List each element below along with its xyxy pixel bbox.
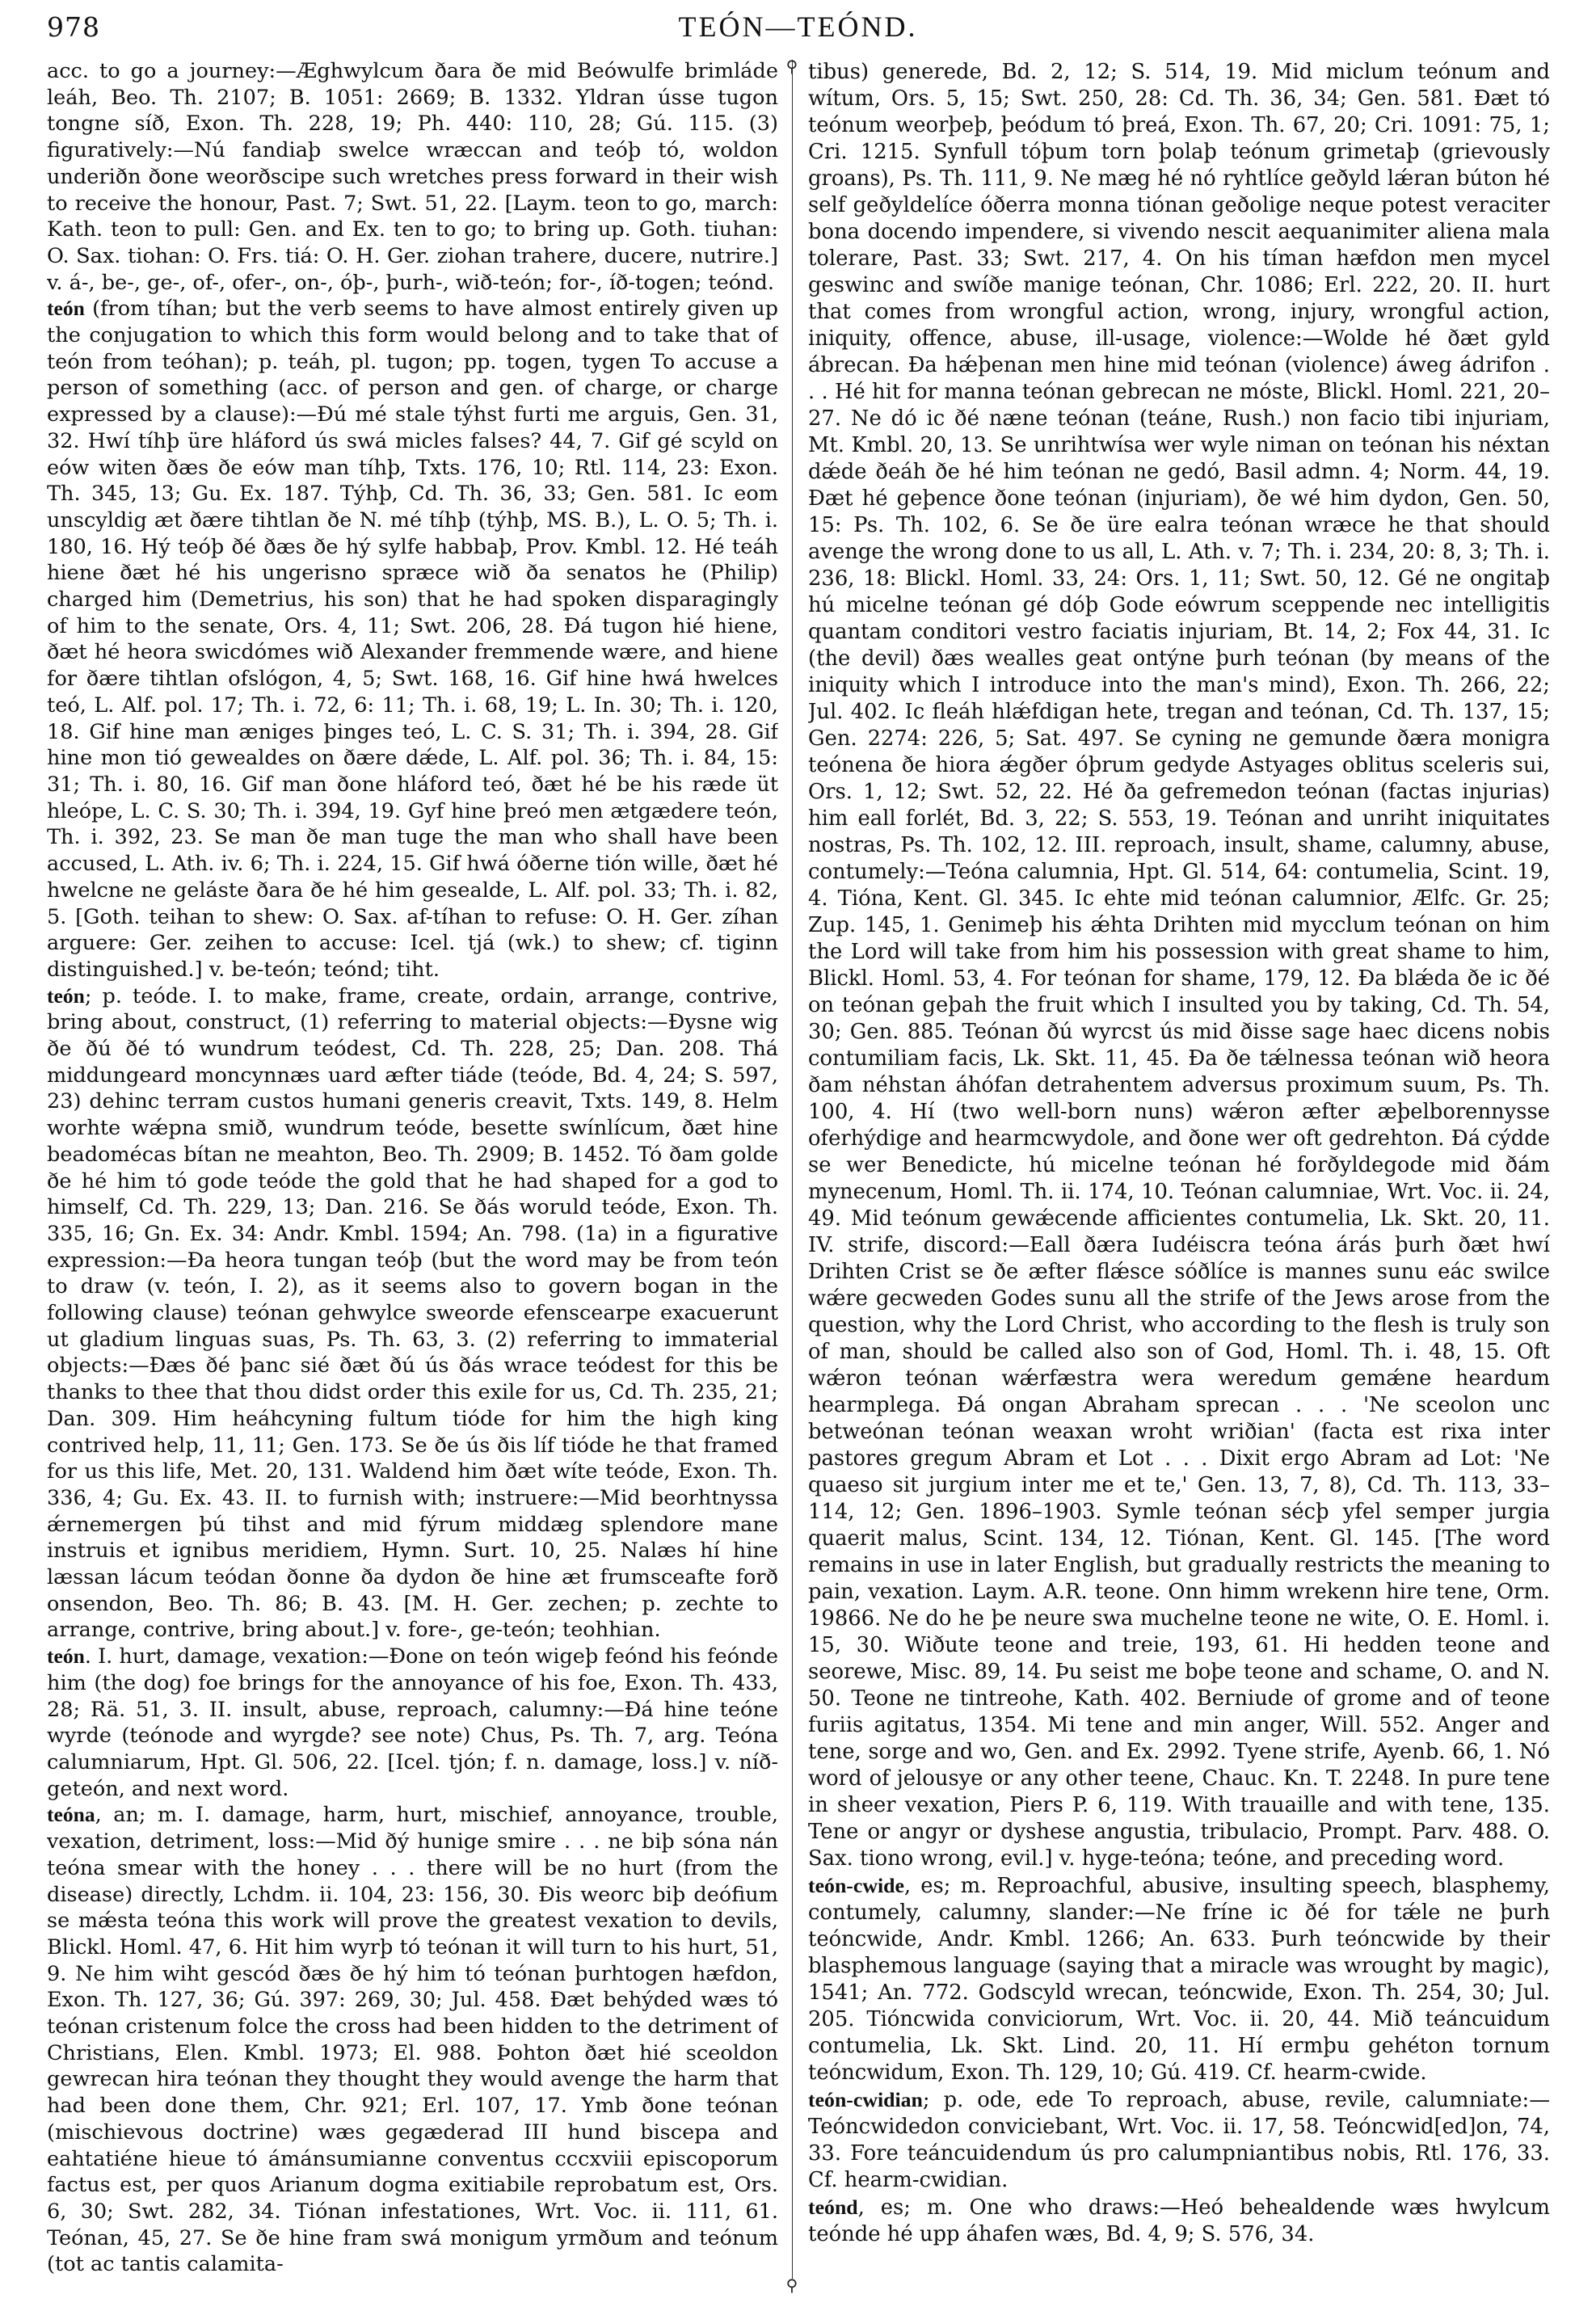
entry-headword: teón — [47, 297, 85, 321]
entry-text: tibus) generede, Bd. 2, 12; S. 514, 19. Mid miclum teónum and wítum, Ors. 5, 15; Swt. 250, 28: Cd. Th. 36, 34; Gen. 581. Ðæt tó teónum weorþeþ, þeódum tó þreá, Exon. Th. 67, 20; Cri. 1091: 75, 1; Cri. 1215. Synfull tóþum torn þolaþ teónum grimetaþ (grievously groans), Ps. Th. 111, 9. Ne mæg hé nó ryhtlíce geðyld lǽran búton hé self geðyldelíce óðerra monna tiónan geðolige neque potest veraciter bona docendo impendere, si vivendo nescit aequanimiter aliena mala tolerare, Past. 33; Swt. 217, 4. On his tíman hæfdon men mycel geswinc and swíðe manige teónan, Chr. 1086; Erl. 222, 20. II. hurt that comes from wrongful action, wrong, injury, wrongful action, iniquity, offence, abuse, ill-usage, violence:—Wolde hé ðæt gyld ábrecan. Ða hǽþenan men hine mid teónan (violence) áweg ádrifon . . . Hé hit for manna teónan gebrecan ne móste, Blickl. Homl. 221, 20–27. Ne dó ic ðé næne teónan (teáne, Rush.) non facio tibi injuriam, Mt. Kmbl. 20, 13. Se unrihtwísa wer wyle niman on teónan his néxtan dǽde ðeáh ðe hé him teónan ne gedó, Basil admn. 4; Norm. 44, 19. Ðæt hé geþence ðone teónan (injuriam), ðe wé him dydon, Gen. 50, 15: Ps. Th. 102, 6. Se ðe üre ealra teónan wræce he that should avenge the wrong done to us all, L. Ath. v. 7; Th. i. 234, 20: 8, 3; Th. i. 236, 18: Blickl. Homl. 33, 24: Ors. 1, 11; Swt. 50, 12. Gé ne ongitaþ hú micelne teónan gé dóþ Gode eówrum sceppende nec intelligitis quantam conditori vestro faciatis injuriam, Bt. 14, 2; Fox 44, 31. Ic (the devil) ðæs wealles geat ontýne þurh teónan (by means of the iniquity which I introduce into the man's mind), Exon. Th. 266, 22; Jul. 402. Ic fleáh hlǽfdigan hete, tregan and teónan, Cd. Th. 137, 15; Gen. 2274: 226, 5; Sat. 497. Se cyning ne gemunde ðæra monigra teónena ðe hiora ǽgðer óþrum gedyde Astyages oblitus sceleris sui, Ors. 1, 12; Swt. 52, 22. Hé ða gefremedon teónan (factas injurias) him eall forlét, Bd. 3, 22; S. 553, 19. Teónan and unriht iniquitates nostras, Ps. Th. 102, 12. III. reproach, insult, shame, calumny, abuse, contumely:—Teóna calumnia, Hpt. Gl. 514, 64: contumelia, Scint. 19, 4. Tióna, Kent. Gl. 345. Ic ehte mid teónan calumnior, Ælfc. Gr. 25; Zup. 145, 1. Genimeþ his ǽhta Drihten mid mycclum teónan on him the Lord will take from him his possession with great shame to him, Blickl. Homl. 53, 4. For teónan for shame, 179, 12. Ða blǽda ðe ic ðé on teónan geþah the fruit which I insulted you by taking, Cd. Th. 54, 30; Gen. 885. Teónan ðú wyrcst ús mid ðisse sage haec dicens nobis contumiliam facis, Lk. Skt. 11, 45. Ða ðe tǽlnessa teónan wið heora ðam néhstan áhófan detrahentem adversus proximum suum, Ps. Th. 100, 4. Hí (two well-born nuns) wǽron æfter æþelborennysse oferhýdige and hearmcwydole, and ðone wer oft gedrehton. Ðá cýdde se wer Benedicte, hú micelne teónan hé forðyldegode mid ðám mynecenum, Homl. Th. ii. 174, 10. Teónan calumniae, Wrt. Voc. ii. 24, 49. Mid teónum gewǽcende afficientes contumelia, Lk. Skt. 20, 11. IV. strife, discord:—Eall ðæra Iudéiscra teóna árás þurh ðæt hwí Drihten Crist se ðe æfter flǽsce sóðlíce is mannes sunu eác swilce wǽre gecweden Godes sunu all the strife of the Jews arose from the question, why the Lord Christ, who according to the flesh is truly son of man, should be called also son of God, Homl. Th. i. 48, 15. Oft wǽron teónan wǽrfæstra wera weredum gemǽne heardum hearmplega. Ðá ongan Abraham sprecan . . . 'Ne sceolon unc betweónan teónan weaxan wroht wriðian' (facta est rixa inter pastores gregum Abram et Lot . . . Dixit ergo Abram ad Lot: 'Ne quaeso sit jurgium inter me et te,' Gen. 13, 7, 8), Cd. Th. 113, 33–114, 12; Gen. 1896–1903. Symle teónan sécþ yfel semper jurgia quaerit malus, Scint. 134, 12. Tiónan, Kent. Gl. 145. [The word remains in use in later English, but gradually restricts the meaning to pain, vexation. Laym. A.R. teone. Onn himm wrekenn hire tene, Orm. 19866. Ne do he þe neure swa muchelne teone ne wite, O. E. Homl. i. 15, 30. Wiðute teone and treie, 193, 61. Hi hedden teone and seorewe, Misc. 89, 14. Þu seist me boþe teone and schame, O. and N. 50. Teone ne tintreohe, Kath. 402. Berniude of grome and of teone furiis agitatus, 1354. Mi tene and min anger, Will. 552. Anger and tene, sorge and wo, Gen. and Ex. 2992. Tyene strife, Ayenb. 66, 1. Nó word of jelousye or any other teene, Chauc. Kn. T. 2248. In pure tene in sheer vexation, Piers P. 6, 119. With trauaille and with tene, 135. Tene or angyr or dyshese angustia, tribulacio, Prompt. Parv. 488. O. Sax. tiono wrong, evil.] v. hyge-teóna; teóne, and preceding word. — [808, 60, 1550, 1871]
entry-headword: teónd — [808, 2195, 858, 2219]
dictionary-entry — [47, 1644, 778, 1802]
entry-text: (from tíhan; but the verb seems to have almost entirely given up the conjugation to which this form would belong and to take that of teón from teóhan); p. teáh, pl. tugon; pp. togen, tygen To accuse a person of something (acc. of person and gen. of charge, or charge expressed by a clause):—Ðú mé stale týhst furti me arguis, Gen. 31, 32. Hwí tíhþ üre hláford ús swá micles falses? 44, 7. Gif gé scyld on eów witen ðæs ðe eów man tíhþ, Txts. 176, 10; Rtl. 114, 23: Exon. Th. 345, 13; Gu. Ex. 187. Týhþ, Cd. Th. 36, 33; Gen. 581. Ic eom unscyldig æt ðære tihtlan ðe N. mé tíhþ (týhþ, MS. B.), L. O. 5; Th. i. 180, 16. Hý teóþ ðé ðæs ðe hý sylfe habbaþ, Prov. Kmbl. 12. Hé teáh hiene ðæt hé his ungerisno spræce wið ða senatos he (Philip) charged him (Demetrius, his son) that he had spoken disparagingly of him to the senate, Ors. 4, 11; Swt. 206, 28. Ðá tugon hié hiene, ðæt hé heora swicdómes wið Alexander fremmende wære, and hiene for ðære tihtlan ofslógon, 4, 5; Swt. 168, 16. Gif hine hwá hwelces teó, L. Alf. pol. 17; Th. i. 72, 6: 11; Th. i. 68, 19; L. In. 30; Th. i. 120, 18. Gif hine man æniges þinges teó, L. C. S. 31; Th. i. 394, 28. Gif hine mon tió gewealdes on ðære dǽde, L. Alf. pol. 36; Th. i. 84, 15: 31; Th. i. 80, 16. Gif man ðone hláford teó, ðæt hé be his ræde üt hleópe, L. C. S. 30; Th. i. 394, 19. Gyf hine þreó men ætgædere teón, Th. i. 392, 23. Se man ðe man tuge the man who shall have been accused, L. Ath. iv. 6; Th. i. 224, 15. Gif hwá óðerne tión wille, ðæt hé hwelcne ne geláste ðara ðe hé him gesealde, L. Alf. pol. 33; Th. i. 82, 5. [Goth. teihan to shew: O. Sax. af-tíhan to refuse: O. H. Ger. zíhan arguere: Ger. zeihen to accuse: Icel. tjá (wk.) to shew; cf. tiginn distinguished.] v. be-teón; teónd; tiht. — [47, 297, 778, 982]
entry-text: , es; m. Reproachful, abusive, insulting speech, blasphemy, contumely, calumny, slander:—Ne fríne ic ðé for tǽle ne þurh teóncwide, Andr. Kmbl. 1266; An. 633. Þurh teóncwide by their blasphemous language (saying that a miracle was wrought by magic), 1541; An. 772. Godscyld wrecan, teóncwide, Exon. Th. 254, 30; Jul. 205. Tióncwida conviciorum, Wrt. Voc. ii. 20, 44. Mið teáncuidum contumelia, Lk. Skt. Lind. 20, 11. Hí ermþu gehéton tornum teóncwidum, Exon. Th. 129, 10; Gú. 419. Cf. hearm-cwide. — [808, 1874, 1550, 2085]
page-header — [0, 0, 1596, 57]
page-number: 978 — [47, 11, 100, 43]
entry-text: ; p. ode, ede To reproach, abuse, revile, calumniate:—Teóncwidedon conviciebant, Wrt. Voc. ii. 17, 58. Teóncwid[ed]on, 74, 33. Fore teáncuidendum ús pro calumpniantibus nobis, Rtl. 176, 33. Cf. hearm-cwidian. — [808, 2088, 1550, 2192]
gutter-ornament-top: ⚲ — [785, 57, 798, 76]
dictionary-entry — [808, 2086, 1550, 2194]
entry-headword: teóna — [47, 1803, 95, 1827]
dictionary-entry — [47, 983, 778, 1644]
dictionary-entry — [808, 2194, 1550, 2248]
dictionary-entry — [808, 58, 1550, 1872]
dictionary-entry — [47, 296, 778, 983]
running-head: TEÓN—TEÓND. — [678, 11, 918, 43]
entry-headword: teón — [47, 983, 85, 1008]
gutter-ornament-bottom: ⚲ — [785, 2275, 798, 2295]
dictionary-entry — [47, 1802, 778, 2278]
entry-headword: teón-cwide — [808, 1874, 904, 1897]
entry-text: , es; m. One who draws:—Heó behealdende wæs hwylcum teónde hé upp áhafen wæs, Bd. 4, 9; S. 576, 34. — [808, 2195, 1550, 2246]
entry-headword: teón — [47, 1644, 85, 1669]
dictionary-entry — [47, 58, 778, 296]
entry-text: , an; m. I. damage, harm, hurt, mischief, annoyance, trouble, vexation, detriment, loss:—Mid ðý hunige smire . . . ne biþ sóna nán teóna smear with the honey . . . there will be no hurt (from the disease) directly, Lchdm. ii. 104, 23: 156, 30. Ðis weorc biþ deófium se mǽsta teóna this work will prove the greatest vexation to devils, Blickl. Homl. 47, 6. Hit him wyrþ tó teónan it will turn to his hurt, 51, 9. Ne him wiht gescód ðæs ðe hý him tó teónan þurhtogen hæfdon, Exon. Th. 127, 36; Gú. 397: 269, 30; Jul. 458. Ðæt behýded wæs tó teónan cristenum folce the cross had been hidden to the detriment of Christians, Elen. Kmbl. 1973; El. 988. Þohton ðæt hié sceoldon gewrecan hira teónan they thought they would avenge the harm that had been done them, Chr. 921; Erl. 107, 17. Ymb ðone teónan (mischievous doctrine) wæs gegæderad III hund biscepa and eahtatiéne hieue tó ámánsumianne conventus cccxviii episcoporum factus est, per quos Arianum dogma exitiabile reprobatum est, Ors. 6, 30; Swt. 282, 34. Tiónan infestationes, Wrt. Voc. ii. 111, 61. Teónan, 45, 27. Se ðe hine fram swá monigum yrmðum and teónum (tot ac tantis calamita- — [47, 1803, 778, 2277]
entry-text: acc. to go a journey:—Æghwylcum ðara ðe mid Beówulfe brimláde leáh, Beo. Th. 2107; B. 1051: 2669; B. 1332. Yldran ússe tugon tongne síð, Exon. Th. 228, 19; Ph. 440: 110, 28; Gú. 115. (3) figuratively:—Nú fandiaþ swelce wræccan and teóþ tó, woldon underiðn ðone weorðscipe such wretches press forward in their wish to receive the honour, Past. 7; Swt. 51, 22. [Laym. teon to go, march: Kath. teon to pull: Gen. and Ex. ten to go; to bring up. Goth. tiuhan: O. Sax. tiohan: O. Frs. tiá: O. H. Ger. ziohan trahere, ducere, nutrire.] v. á-, be-, ge-, of-, ofer-, on-, óþ-, þurh-, wið-teón; for-, íð-togen; teónd. — [47, 59, 778, 295]
dictionary-entry — [808, 1872, 1550, 2086]
column-divider — [792, 60, 793, 2279]
entry-text: ; p. teóde. I. to make, frame, create, ordain, arrange, contrive, bring about, construct, (1) referring to material objects:—Ðysne wig ðe ðú ðé tó wundrum teódest, Cd. Th. 228, 25; Dan. 208. Thá middungeard moncynnæs uard æfter tiáde (teóde, Bd. 4, 24; S. 597, 23) dehinc terram custos humani generis creavit, Txts. 149, 8. Helm worhte wǽpna smið, wundrum teóde, besette swínlícum, ðæt hine beadomécas bítan ne meahton, Beo. Th. 2909; B. 1452. Tó ðam golde ðe hé him tó gode teóde the gold that he had shaped for a god to himself, Cd. Th. 229, 13; Dan. 216. Se ðás woruld teóde, Exon. Th. 335, 16; Gn. Ex. 34: Andr. Kmbl. 1594; An. 798. (1a) in a figurative expression:—Ða heora tungan teóþ (but the word may be from teón to draw (v. teón, I. 2), as it seems also to govern bogan in the following clause) teónan gehwylce sweorde efenscearpe exacuerunt ut gladium linguas suas, Ps. Th. 63, 3. (2) referring to immaterial objects:—Ðæs ðé þanc sié ðæt ðú ús ðás wrace teódest for this be thanks to thee that thou didst order this exile for us, Cd. Th. 235, 21; Dan. 309. Him heáhcyning fultum tióde for him the high king contrived help, 11, 11; Gen. 173. Se ðe ús ðis líf tióde he that framed for us this life, Met. 20, 131. Waldend him ðæt wíte teóde, Exon. Th. 336, 4; Gu. Ex. 43. II. to furnish with; instruere:—Mid beorhtnyssa ǽrnemergen þú tihst and mid fýrum middæg splendore mane instruis et ignibus meridiem, Hymn. Surt. 10, 25. Nalæs hí hine læssan lácum teódan ðonne ða dydon ðe hine æt frumsceafte forð onsendon, Beo. Th. 86; B. 43. [M. H. Ger. zechen; p. zechte to arrange, contrive, bring about.] v. fore-, ge-teón; teohhian. — [47, 983, 778, 1643]
right-column — [808, 58, 1550, 2296]
left-column — [47, 58, 778, 2296]
entry-headword: teón-cwidian — [808, 2088, 923, 2111]
entry-text: . I. hurt, damage, vexation:—Ðone on teón wigeþ feónd his feónde him (the dog) foe brings for the annoyance of his foe, Exon. Th. 433, 28; Rä. 51, 3. II. insult, abuse, reproach, calumny:—Ðá hine teóne wyrde (teónode and wyrgde? see note) Chus, Ps. Th. 7, arg. Teóna calumniarum, Hpt. Gl. 506, 22. [Icel. tjón; f. n. damage, loss.] v. níð-geteón, and next word. — [47, 1644, 778, 1801]
